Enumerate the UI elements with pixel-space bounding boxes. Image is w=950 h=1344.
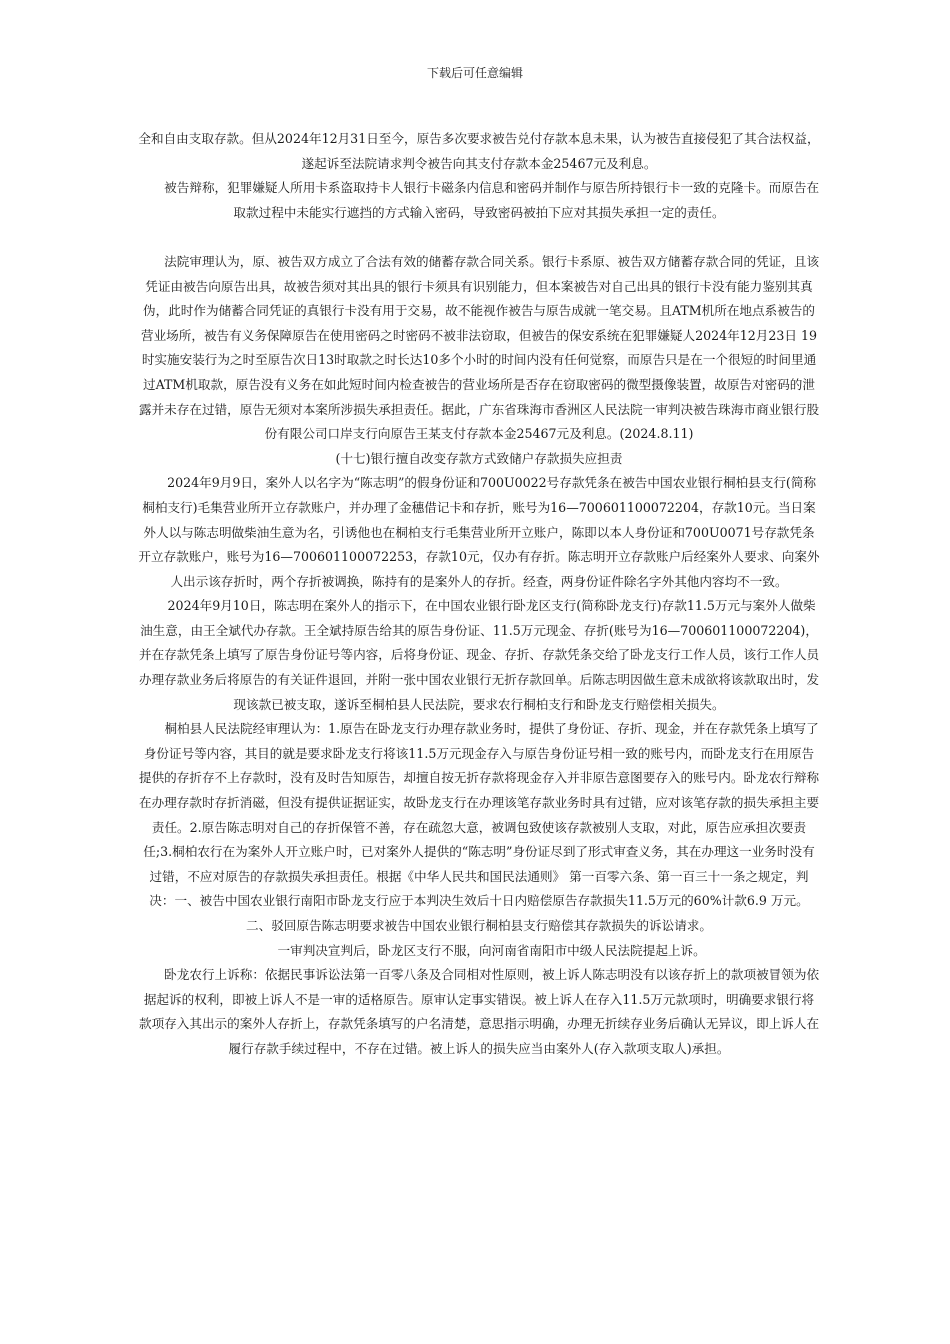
- paragraph: 卧龙农行上诉称：依据民事诉讼法第一百零八条及合同相对性原则，被上诉人陈志明没有以该存折上的款项被冒领为依据起诉的权利，即被上诉人不是一审的适格原告。原审认定事实错误。被上诉人在存入11.5万元款项时，明确要求银行将款项存入其出示的案外人存折上，存款凭条填写的户名清楚，意思指示明确，办理无折续存业务后确认无异议，即上诉人在履行存款手续过程中，不存在过错。被上诉人的损失应当由案外人(存入款项支取人)承担。: [138, 967, 820, 1056]
- paragraph: 2024年9月10日，陈志明在案外人的指示下，在中国农业银行卧龙区支行(简称卧龙支行)存款11.5万元与案外人做柴油生意，由王全斌代办存款。王全斌持原告给其的原告身份证、11.5万元现金、存折(账号为16—700601100072204)，并在存款凭条上填写了原告身份证号等内容，后将身份证、现金、存折、存款凭条交给了卧龙支行工作人员，该行工作人员办理存款业务后将原告的有关证件退回，并附一张中国农业银行无折存款回单。后陈志明因做生意未成欲将该款取出时，发现该款已被支取，遂诉至桐柏县人民法院，要求农行桐柏支行和卧龙支行赔偿相关损失。: [138, 598, 820, 712]
- paragraph: 被告辩称，犯罪嫌疑人所用卡系盗取持卡人银行卡磁条内信息和密码并制作与原告所持银行卡一致的克隆卡。而原告在取款过程中未能实行遮挡的方式输入密码，导致密码被拍下应对其损失承担一定的责任。: [164, 180, 820, 220]
- paragraph: 一审判决宣判后，卧龙区支行不服，向河南省南阳市中级人民法院提起上诉。: [277, 942, 706, 958]
- document-body: [138, 127, 820, 1062]
- paragraph: 桐柏县人民法院经审理认为：1.原告在卧龙支行办理存款业务时，提供了身份证、存折、现金，并在存款凭条上填写了身份证号等内容，其目的就是要求卧龙支行将该11.5万元现金存入与原告身份证号相一致的账号内，而卧龙支行在用原告提供的存折存不上存款时，没有及时告知原告，却擅自按无折存款将现金存入并非原告意图要存入的账号内。卧龙农行辩称在办理存款时存折消磁，但没有提供证据证实，故卧龙支行在办理该笔存款业务时具有过错，应对该笔存款的损失承担主要责任。2.原告陈志明对自己的存折保管不善，存在疏忽大意，被调包致使该存款被别人支取，对此，原告应承担次要责任;3.桐柏农行在为案外人开立账户时，已对案外人提供的“陈志明”身份证尽到了形式审查义务，其在办理这一业务时没有过错，不应对原告的存款损失承担责任。根据《中华人民共和国民法通则》 第一百零六条、第一百三十一条之规定，判决：一、被告中国农业银行南阳市卧龙支行应于本判决生效后十日内赔偿原告存款损失11.5万元的60%计款6.9 万元。二、驳回原告陈志明要求被告中国农业银行桐柏县支行赔偿其存款损失的诉讼请求。: [138, 721, 820, 933]
- page-header: 下载后可任意编辑: [426, 66, 523, 80]
- paragraph-gap: [138, 225, 820, 250]
- paragraph: 全和自由支取存款。但从2024年12月31日至今，原告多次要求被告兑付存款本息未果，认为被告直接侵犯了其合法权益，遂起诉至法院请求判令被告向其支付存款本金25467元及利息。: [138, 131, 820, 171]
- section-heading: (十七)银行擅自改变存款方式致储户存款损失应担责: [335, 450, 623, 466]
- paragraph: 2024年9月9日，案外人以名字为“陈志明”的假身份证和700U0022号存款凭条在被告中国农业银行桐柏县支行(简称桐柏支行)毛集营业所开立存款账户，并办理了金穗借记卡和存折，账号为16—700601100072204，存款10元。当日案外人以与陈志明做柴油生意为名，引诱他也在桐柏支行毛集营业所开立账户，陈即以本人身份证和700U0071号存款凭条开立存款账户，账号为16—700601100072253，存款10元，仅办有存折。陈志明开立存款账户后经案外人要求、向案外人出示该存折时，两个存折被调换，陈持有的是案外人的存折。经查，两身份证件除名字外其他内容均不一致。: [138, 475, 820, 589]
- paragraph: 法院审理认为，原、被告双方成立了合法有效的储蓄存款合同关系。银行卡系原、被告双方储蓄存款合同的凭证，且该凭证由被告向原告出具，故被告须对其出具的银行卡须具有识别能力，但本案被告对自己出具的银行卡没有能力鉴别其真伪，此时作为储蓄合同凭证的真银行卡没有用于交易，故不能视作被告与原告成就一笔交易。且ATM机所在地点系被告的营业场所，被告有义务保障原告在使用密码之时密码不被非法窃取，但被告的保安系统在犯罪嫌疑人2024年12月23日 19时实施安装行为之时至原告次日13时取款之时长达10多个小时的时间内没有任何觉察，而原告只是在一个很短的时间里通过ATM机取款，原告没有义务在如此短时间内检查被告的营业场所是否存在窃取密码的微型摄像装置，故原告对密码的泄露并未存在过错，原告无须对本案所涉损失承担责任。据此，广东省珠海市香洲区人民法院一审判决被告珠海市商业银行股份有限公司口岸支行向原告王某支付存款本金25467元及利息。(2024.8.11): [138, 253, 820, 442]
